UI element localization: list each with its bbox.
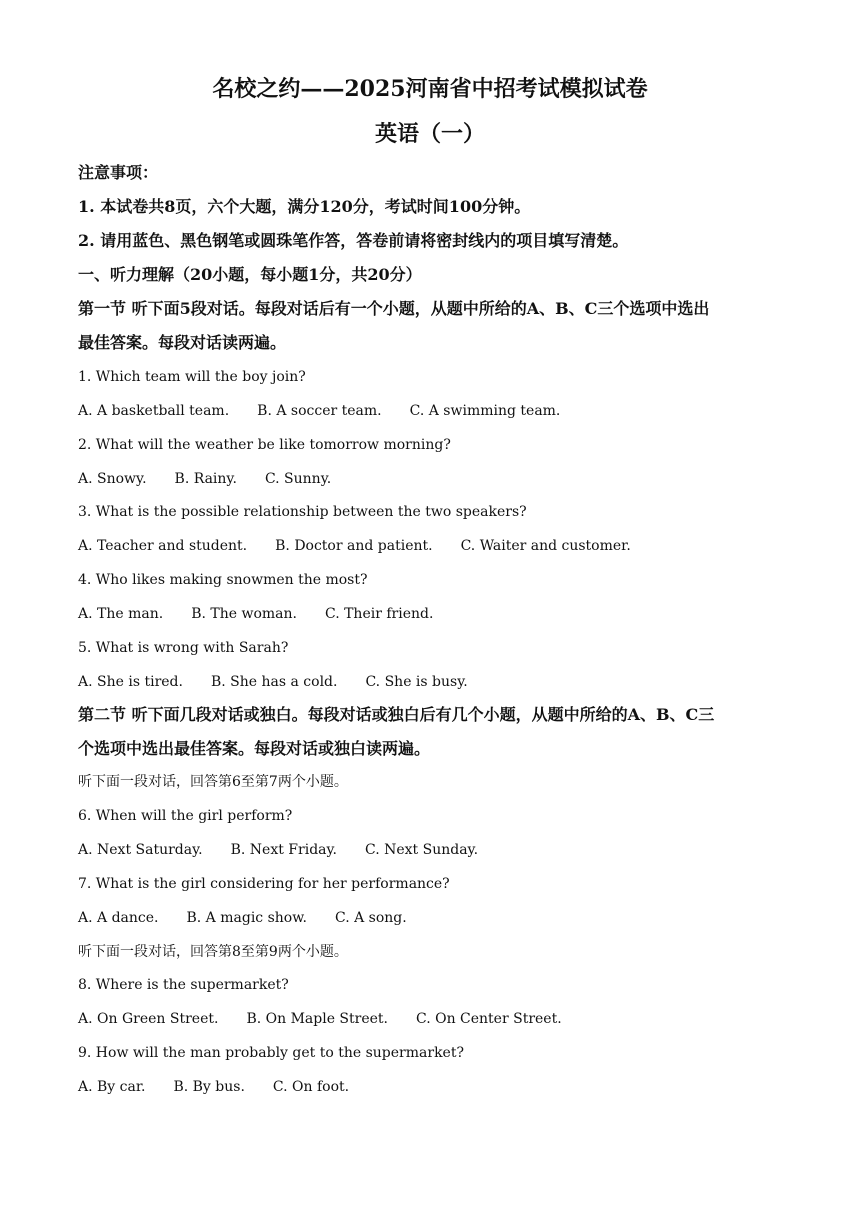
option-9c: C. On foot. [272, 1079, 350, 1095]
option-9b: B. By bus. [173, 1079, 245, 1095]
option-6c: C. Next Sunday. [365, 842, 479, 858]
question-4: 4. Who likes making snowmen the most? [78, 572, 368, 588]
option-4c: C. Their friend. [324, 606, 434, 622]
part1-instruction-line2: 最佳答案。每段对话读两遍。 [78, 333, 287, 352]
question-2: 2. What will the weather be like tomorrow morning? [78, 437, 451, 453]
question-6: 6. When will the girl perform? [78, 808, 293, 824]
notes-heading: 注意事项： [78, 163, 159, 182]
option-6a: A. Next Saturday. [78, 842, 203, 858]
option-8c: C. On Center Street. [415, 1011, 562, 1027]
option-2c: C. Sunny. [264, 471, 332, 487]
option-5c: C. She is busy. [365, 674, 468, 690]
options-7 [78, 908, 780, 928]
question-1: 1. Which team will the boy join? [78, 369, 306, 385]
option-3a: A. Teacher and student. [78, 538, 248, 554]
option-3c: C. Waiter and customer. [460, 538, 631, 554]
option-3b: B. Doctor and patient. [275, 538, 433, 554]
option-4a: A. The man. [78, 606, 164, 622]
option-1a: A. A basketball team. [78, 403, 230, 419]
note-item-1: 1. 本试卷共8页，六个大题，满分120分，考试时间100分钟。 [78, 197, 531, 216]
option-7a: A. A dance. [78, 910, 159, 926]
option-7b: B. A magic show. [186, 910, 307, 926]
option-4b: B. The woman. [191, 606, 297, 622]
part2-instruction-line1: 第二节 听下面几段对话或独白。每段对话或独白后有几个小题，从题中所给的A、B、C三 [78, 705, 715, 724]
question-3: 3. What is the possible relationship between the two speakers? [78, 504, 527, 520]
option-9a: A. By car. [78, 1079, 146, 1095]
section-heading-listening: 一、听力理解（20小题，每小题1分，共20分） [78, 265, 422, 284]
option-1b: B. A soccer team. [257, 403, 382, 419]
option-7c: C. A song. [335, 910, 407, 926]
options-8 [78, 1009, 780, 1029]
options-9 [78, 1077, 780, 1097]
options-6 [78, 840, 780, 860]
option-1c: C. A swimming team. [409, 403, 561, 419]
question-7: 7. What is the girl considering for her performance? [78, 876, 450, 892]
part1-instruction-line1: 第一节 听下面5段对话。每段对话后有一个小题，从题中所给的A、B、C三个选项中选出 [78, 299, 710, 318]
note-item-2: 2. 请用蓝色、黑色钢笔或圆珠笔作答，答卷前请将密封线内的项目填写清楚。 [78, 231, 629, 250]
option-5a: A. She is tired. [78, 674, 183, 690]
option-8b: B. On Maple Street. [246, 1011, 388, 1027]
question-9: 9. How will the man probably get to the supermarket? [78, 1045, 464, 1061]
options-2 [78, 469, 780, 489]
page-title: 名校之约——2025河南省中招考试模拟试卷 [212, 76, 648, 102]
question-5: 5. What is wrong with Sarah? [78, 640, 289, 656]
option-2a: A. Snowy. [78, 471, 147, 487]
instruction-q8-9: 听下面一段对话，回答第8至第9两个小题。 [78, 944, 348, 960]
options-4 [78, 604, 780, 624]
option-5b: B. She has a cold. [210, 674, 338, 690]
part2-instruction-line2: 个选项中选出最佳答案。每段对话或独白读两遍。 [78, 739, 431, 758]
option-6b: B. Next Friday. [230, 842, 337, 858]
options-1 [78, 401, 780, 421]
option-8a: A. On Green Street. [78, 1011, 219, 1027]
instruction-q6-7: 听下面一段对话，回答第6至第7两个小题。 [78, 774, 348, 790]
question-8: 8. Where is the supermarket? [78, 977, 289, 993]
options-5 [78, 672, 780, 692]
option-2b: B. Rainy. [174, 471, 237, 487]
options-3 [78, 536, 780, 556]
page-subtitle: 英语（一） [374, 121, 485, 147]
